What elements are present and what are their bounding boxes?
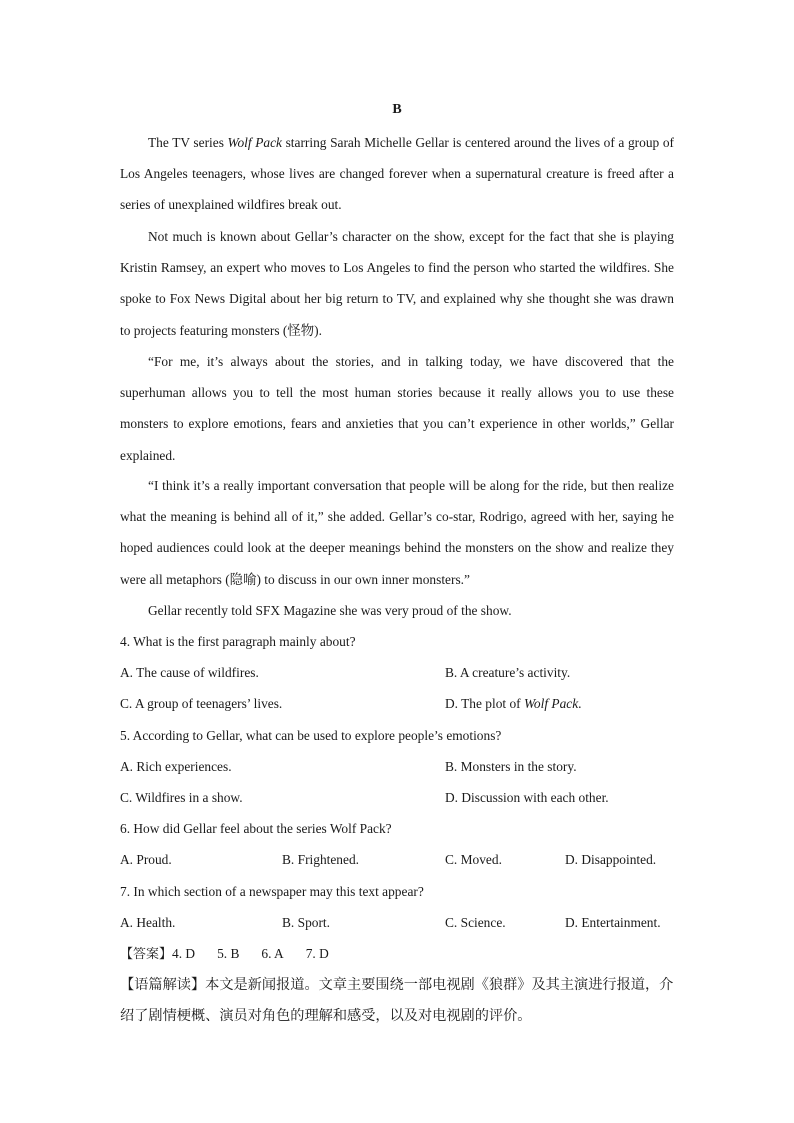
question-4-option-a: A. The cause of wildfires.: [120, 665, 259, 680]
passage-paragraph-1: [120, 127, 674, 221]
question-4-stem: 4. What is the first paragraph mainly about?: [120, 634, 356, 649]
question-5-option-b: B. Monsters in the story.: [445, 759, 577, 774]
passage-paragraph-3: “For me, it’s always about the stories, and in talking today, we have discovered that the superhuman allows you to tell the most human stories because it really allows you to use these monsters to explore emotions, fears and anxieties that you can’t experience in other worlds,” Gellar explained.: [120, 354, 674, 463]
question-5-stem: 5. According to Gellar, what can be used to explore people’s emotions?: [120, 728, 502, 743]
question-7-option-b: B. Sport.: [282, 915, 330, 930]
q4-d-title: Wolf Pack: [523, 696, 579, 711]
answer-key: [120, 945, 329, 964]
question-5-option-a: A. Rich experiences.: [120, 759, 232, 774]
passage-paragraph-4: “I think it’s a really important conversation that people will be along for the ride, but then realize what the meaning is behind all of it,” she added. Gellar’s co-star, Rodrigo, agreed with her, saying he hoped audiences could look at the deeper meanings behind the monsters on the show and realize they were all metaphors (隐喻) to discuss in our own inner monsters.”: [120, 478, 674, 587]
answer-label: 【答案】: [120, 947, 173, 962]
analysis-label: 【语篇解读】: [120, 977, 206, 993]
question-4-option-d: [445, 695, 582, 713]
p1-text-before: The TV series: [148, 135, 228, 150]
passage-analysis: [120, 970, 676, 1032]
answer-7: 7. D: [305, 946, 329, 961]
p1-text-after: starring Sarah Michelle Gellar is centered around the lives of a group of Los Angeles teenagers, whose lives are changed forever when a supernatural creature is freed after a series of unexplained wildfires break out.: [120, 135, 674, 213]
q4-d-suffix: .: [578, 696, 582, 711]
question-6-option-a: A. Proud.: [120, 852, 172, 867]
passage-paragraph-5: Gellar recently told SFX Magazine she was very proud of the show.: [148, 603, 512, 618]
section-heading: B: [392, 102, 402, 117]
question-6-option-b: B. Frightened.: [282, 852, 359, 867]
question-7-option-c: C. Science.: [445, 915, 506, 930]
analysis-text: 本文是新闻报道。文章主要围绕一部电视剧《狼群》及其主演进行报道，介绍了剧情梗概、演员对角色的理解和感受，以及对电视剧的评价。: [120, 977, 674, 1024]
question-5-option-d: D. Discussion with each other.: [445, 790, 609, 805]
question-7-option-d: D. Entertainment.: [565, 915, 661, 930]
question-4-option-c: C. A group of teenagers’ lives.: [120, 696, 283, 711]
question-6-option-c: C. Moved.: [445, 852, 502, 867]
answer-5: 5. B: [217, 946, 240, 961]
question-5-option-c: C. Wildfires in a show.: [120, 790, 243, 805]
p1-show-title: Wolf Pack: [227, 135, 282, 150]
question-4-option-b: B. A creature’s activity.: [445, 665, 571, 680]
question-6-stem: 6. How did Gellar feel about the series Wolf Pack?: [120, 821, 392, 836]
q4-d-prefix: D. The plot of: [445, 696, 524, 711]
passage-paragraph-2: Not much is known about Gellar’s character on the show, except for the fact that she is playing Kristin Ramsey, an expert who moves to Los Angeles to find the person who started the wildfires. She spoke to Fox News Digital about her big return to TV, and explained why she thought she was drawn to projects featuring monsters (怪物).: [120, 229, 674, 338]
answer-6: 6. A: [261, 946, 284, 961]
question-6-option-d: D. Disappointed.: [565, 852, 657, 867]
question-7-stem: 7. In which section of a newspaper may this text appear?: [120, 884, 424, 899]
answer-4: 4. D: [172, 946, 196, 961]
question-7-option-a: A. Health.: [120, 915, 176, 930]
